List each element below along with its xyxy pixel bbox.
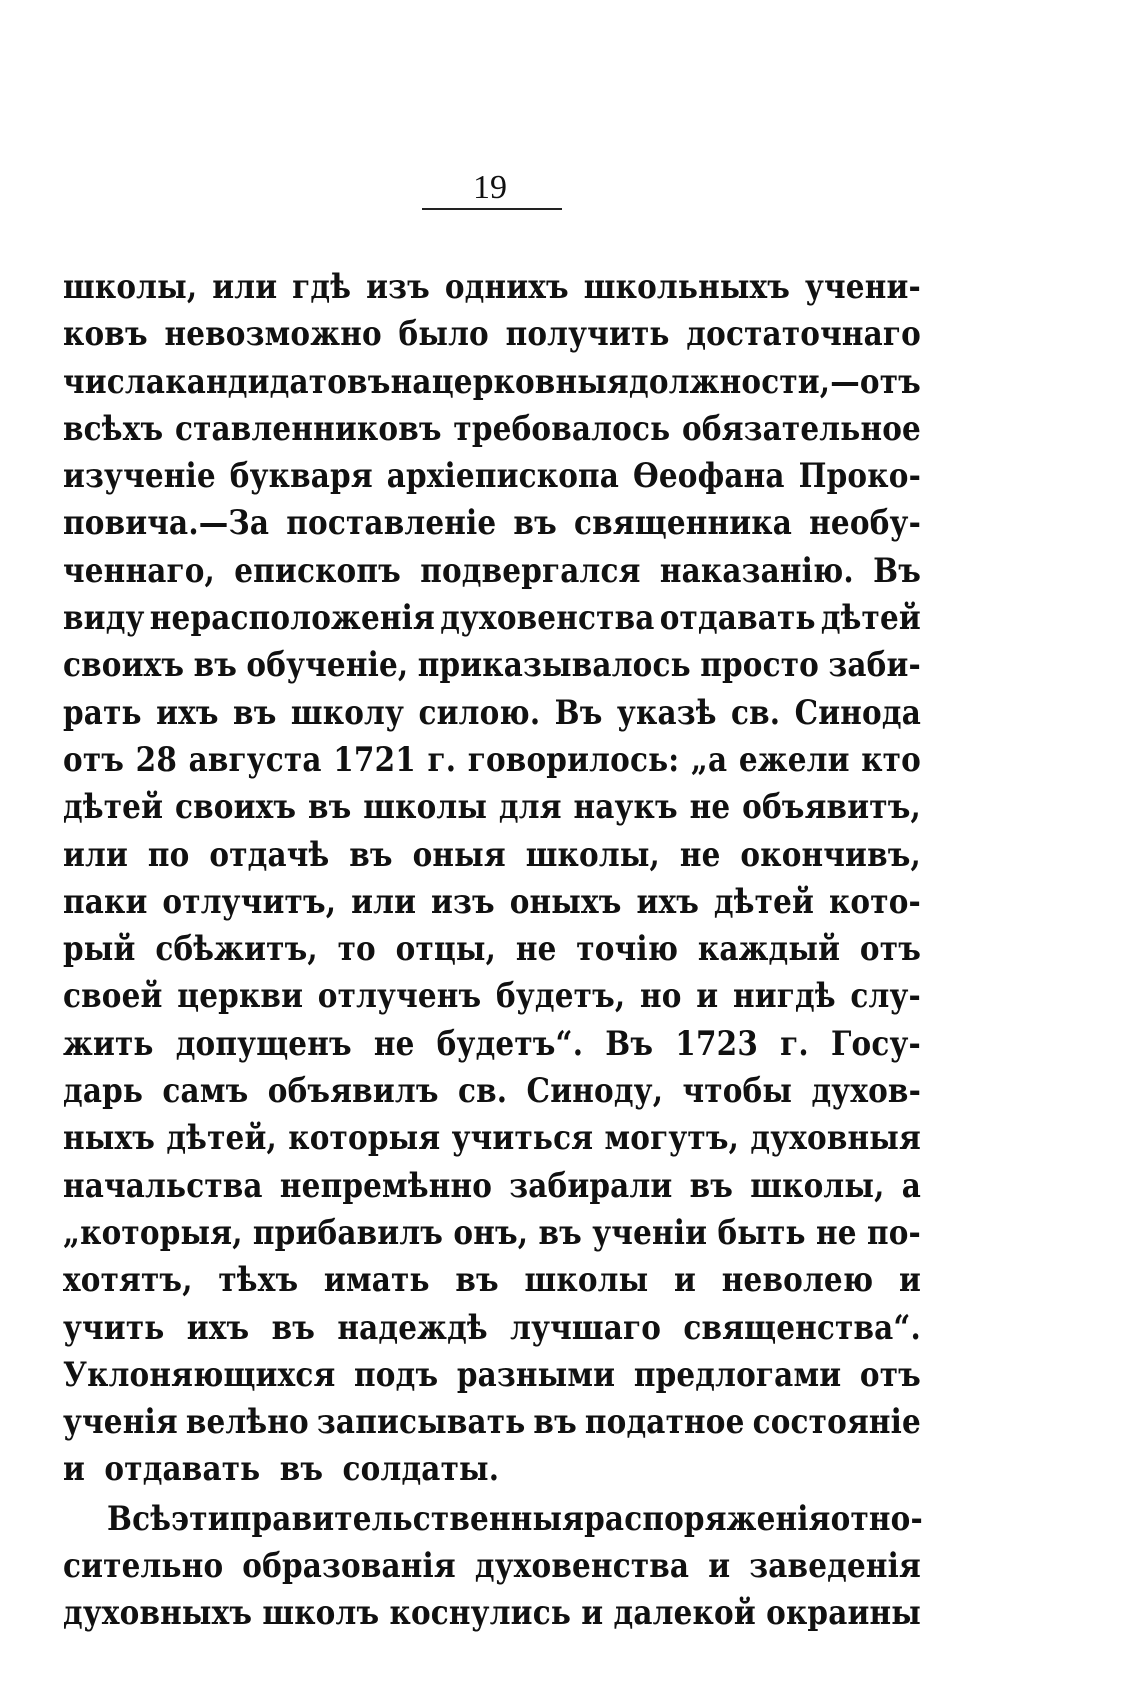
text-line: „которыя, прибавилъ онъ, въ ученіи быть не по- [63, 1212, 921, 1252]
text-line: своей церкви отлученъ будетъ, но и нигдѣ слу- [63, 976, 921, 1016]
text-line: Уклоняющихся подъ разными предлогами отъ [63, 1354, 921, 1394]
text-line: всѣхъ ставленниковъ требовалось обязательное [63, 408, 921, 448]
text-line: рать ихъ въ школу силою. Въ указѣ св. Синода [63, 692, 921, 732]
text-line: учить ихъ въ надеждѣ лучшаго священства“. [63, 1307, 921, 1347]
text-line: духовныхъ школъ коснулись и далекой окраины [63, 1593, 921, 1633]
text-line: ныхъ дѣтей, которыя учиться могутъ, духовныя [63, 1118, 921, 1158]
text-line: изученіе букваря архіепископа Ѳеофана Проко- [63, 456, 921, 496]
text-line: отъ 28 августа 1721 г. говорилось: „а ежели кто [63, 739, 921, 779]
text-line: повича.—За поставленіе въ священника необу- [63, 503, 921, 543]
body-text [63, 263, 921, 1637]
text-line: ковъ невозможно было получить достаточнаго [63, 314, 921, 354]
page-number: 19 [473, 169, 507, 206]
text-line: Всѣ эти правительственныя распоряженія отно- [107, 1498, 923, 1538]
header-rule [422, 208, 562, 210]
text-line: числа кандидатовъ на церковныя должности,—отъ [63, 361, 921, 401]
text-line: и отдавать въ солдаты. [63, 1449, 500, 1489]
text-line: виду нерасположенія духовенства отдавать дѣтей [63, 598, 921, 638]
text-line: дѣтей своихъ въ школы для наукъ не объявитъ, [63, 787, 921, 827]
text-line: жить допущенъ не будетъ“. Въ 1723 г. Госу- [63, 1023, 921, 1063]
text-line: сительно образованія духовенства и заведенія [63, 1546, 921, 1586]
text-line: хотятъ, тѣхъ имать въ школы и неволею и [63, 1260, 921, 1300]
text-line: ученія велѣно записывать въ податное состояніе [63, 1402, 921, 1442]
text-line: школы, или гдѣ изъ однихъ школьныхъ учени- [63, 267, 921, 306]
text-line: своихъ въ обученіе, приказывалось просто заби- [63, 645, 921, 685]
text-line: или по отдачѣ въ оныя школы, не окончивъ, [63, 834, 921, 874]
text-line: начальства непремѣнно забирали въ школы, а [63, 1165, 921, 1205]
text-line: ченнаго, епископъ подвергался наказанію. Въ [63, 550, 921, 590]
text-line: рый сбѣжитъ, то отцы, не точію каждый отъ [63, 929, 921, 969]
text-line: дарь самъ объявилъ св. Синоду, чтобы духов- [63, 1071, 921, 1111]
text-line: паки отлучитъ, или изъ оныхъ ихъ дѣтей кото- [63, 881, 921, 921]
